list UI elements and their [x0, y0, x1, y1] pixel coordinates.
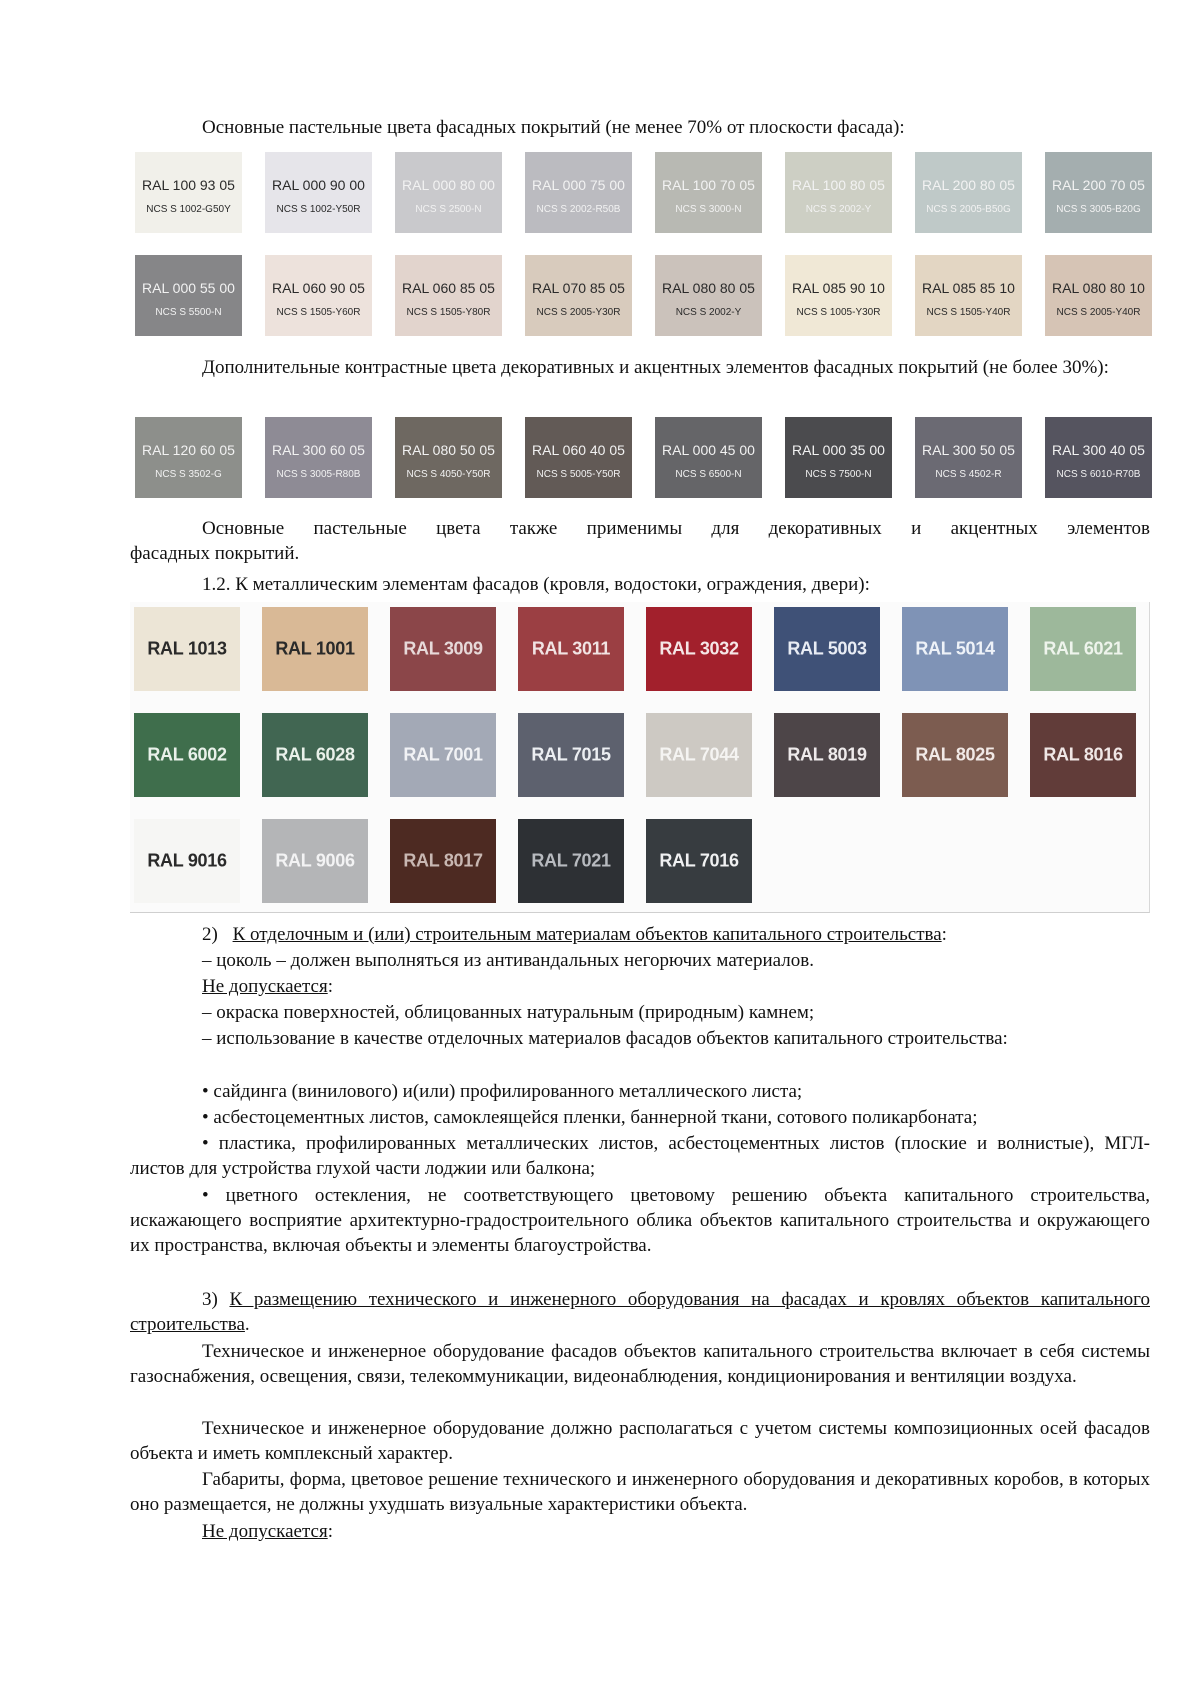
metal-swatch — [1030, 607, 1136, 691]
contrast-colors-heading-text: Дополнительные контрастные цвета декоративных и акцентных элементов фасадных покрытий (не более 30%): — [202, 357, 1109, 378]
metal-swatch-ral-code: RAL 8016 — [1043, 744, 1123, 765]
contrast-swatch-ncs-code: NCS S 4502-R — [935, 469, 1002, 480]
pastel-swatch-ral-code: RAL 000 80 00 — [402, 177, 495, 193]
metal-swatch-ral-code: RAL 3011 — [531, 638, 611, 659]
pastel-swatch-ncs-code: NCS S 2002-Y — [675, 307, 742, 318]
bullet-asbestos-text: • асбестоцементных листов, самоклеящейся пленки, баннерной ткани, сотового поликарбоната; — [202, 1107, 978, 1128]
bullet-glazing-text: • цветного остекления, не соответствующего цветовому решению объекта капитального строительства, искажающего восприятие архитектурно-градостроительного облика объектов капитального строительства и окружающего их пространства, включая объекты и элементы благоустройства. — [130, 1185, 1150, 1256]
metal-swatch-ral-code: RAL 7015 — [531, 744, 611, 765]
contrast-swatch — [265, 417, 372, 498]
metal-swatch-ral-code: RAL 7044 — [659, 744, 739, 765]
socle-text: – цоколь – должен выполняться из антивандальных негорючих материалов. — [202, 950, 814, 971]
section-3-title: К размещению технического и инженерного оборудования на фасадах и кровлях объектов капитального строительства — [130, 1289, 1150, 1335]
metal-swatch — [134, 819, 240, 903]
metal-swatch — [1030, 713, 1136, 797]
metal-swatch — [646, 607, 752, 691]
metal-swatch — [390, 607, 496, 691]
contrast-colors-heading — [130, 355, 1150, 380]
metal-swatch — [262, 819, 368, 903]
contrast-swatch-ncs-code: NCS S 3005-R80B — [276, 469, 361, 480]
contrast-swatch-ncs-code: NCS S 7500-N — [805, 469, 872, 480]
pastel-swatch-ncs-code: NCS S 2002-R50B — [536, 204, 621, 215]
contrast-swatch-ral-code: RAL 060 40 05 — [532, 442, 625, 458]
metal-swatch-ral-code: RAL 5003 — [787, 638, 867, 659]
metal-swatch-ral-code: RAL 8019 — [787, 744, 867, 765]
metal-swatch — [262, 713, 368, 797]
contrast-swatch-ral-code: RAL 000 45 00 — [662, 442, 755, 458]
contrast-swatch — [655, 417, 762, 498]
contrast-swatch — [1045, 417, 1152, 498]
pastel-swatch-ncs-code: NCS S 1505-Y60R — [276, 307, 361, 318]
equipment-paragraph-1 — [130, 1339, 1150, 1389]
metal-swatch-ral-code: RAL 7021 — [531, 850, 611, 871]
metal-swatch-ral-code: RAL 3032 — [659, 638, 739, 659]
contrast-swatch — [135, 417, 242, 498]
pastel-swatch-ncs-code: NCS S 5500-N — [155, 307, 222, 318]
pastel-also-text-1: Основные пастельные цвета также применимы для декоративных и акцентных элементов — [202, 518, 1150, 539]
pastel-swatch — [265, 255, 372, 336]
pastel-swatch-ncs-code: NCS S 2002-Y — [805, 204, 872, 215]
contrast-swatch — [785, 417, 892, 498]
metal-swatch — [134, 607, 240, 691]
metal-swatch — [774, 713, 880, 797]
pastel-colors-heading-text: Основные пастельные цвета фасадных покрытий (не менее 70% от плоскости фасада): — [202, 117, 905, 138]
pastel-swatch — [265, 152, 372, 233]
socle-item — [202, 948, 1200, 973]
pastel-swatch — [1045, 255, 1152, 336]
equipment-text-2: Техническое и инженерное оборудование должно располагаться с учетом системы композиционных осей фасадов объекта и иметь комплексный характер. — [130, 1418, 1150, 1464]
metal-elements-heading-text: 1.2. К металлическим элементам фасадов (кровля, водостоки, ограждения, двери): — [202, 574, 870, 595]
metal-elements-heading — [202, 572, 1200, 597]
contrast-swatch-ral-code: RAL 300 40 05 — [1052, 442, 1145, 458]
contrast-swatch — [525, 417, 632, 498]
metal-swatch — [902, 713, 1008, 797]
not-allowed-colon-2: : — [327, 1521, 333, 1542]
pastel-swatch-ral-code: RAL 000 75 00 — [532, 177, 625, 193]
metal-swatch-ral-code: RAL 1013 — [147, 638, 227, 659]
metal-swatch-ral-code: RAL 6021 — [1043, 638, 1123, 659]
pastel-swatch-ral-code: RAL 000 55 00 — [142, 280, 235, 296]
metal-swatch-ral-code: RAL 3009 — [403, 638, 483, 659]
pastel-swatch-ral-code: RAL 080 80 10 — [1052, 280, 1145, 296]
pastel-swatch-ral-code: RAL 200 80 05 — [922, 177, 1015, 193]
pastel-swatch — [785, 152, 892, 233]
section-3-number: 3) — [202, 1289, 230, 1310]
contrast-swatch-ncs-code: NCS S 3502-G — [155, 469, 222, 480]
metal-swatch — [390, 713, 496, 797]
contrast-swatch — [395, 417, 502, 498]
metal-swatch — [134, 713, 240, 797]
contrast-swatch-ral-code: RAL 000 35 00 — [792, 442, 885, 458]
pastel-swatch — [395, 255, 502, 336]
metal-swatch-ral-code: RAL 6002 — [147, 744, 227, 765]
pastel-also-text-2: фасадных покрытий. — [130, 543, 300, 564]
not-allowed-text-1: Не допускается — [202, 976, 328, 997]
equipment-paragraph-2 — [130, 1416, 1150, 1466]
pastel-swatch-ncs-code: NCS S 2500-N — [415, 204, 482, 215]
contrast-swatch-grid — [135, 417, 1151, 498]
metal-swatch-ral-code: RAL 8017 — [403, 850, 483, 871]
contrast-swatch-ncs-code: NCS S 4050-Y50R — [406, 469, 491, 480]
pastel-swatch — [395, 152, 502, 233]
metal-swatch — [262, 607, 368, 691]
equipment-paragraph-3 — [130, 1467, 1150, 1517]
pastel-swatch-ral-code: RAL 085 85 10 — [922, 280, 1015, 296]
bullet-asbestos — [202, 1105, 1200, 1130]
pastel-swatch-ncs-code: NCS S 3000-N — [675, 204, 742, 215]
bullet-glazing — [130, 1183, 1150, 1258]
metal-swatch-ral-code: RAL 5014 — [915, 638, 995, 659]
contrast-swatch-ral-code: RAL 300 50 05 — [922, 442, 1015, 458]
equipment-text-1: Техническое и инженерное оборудование фасадов объектов капитального строительства включает в себя системы газоснабжения, освещения, связи, телекоммуникации, видеонаблюдения, кондиционирования и вентиляции воздуха. — [130, 1341, 1150, 1387]
metal-swatch — [902, 607, 1008, 691]
pastel-swatch-ncs-code: NCS S 2005-Y40R — [1056, 307, 1141, 318]
metal-swatch — [646, 713, 752, 797]
use-materials-item — [130, 1026, 1150, 1051]
metal-swatch-ral-code: RAL 7001 — [403, 744, 483, 765]
pastel-swatch-ncs-code: NCS S 2005-Y30R — [536, 307, 621, 318]
pastel-swatch — [135, 152, 242, 233]
section-3-dot: . — [244, 1314, 250, 1335]
paint-item — [202, 1000, 1200, 1025]
contrast-swatch-ral-code: RAL 300 60 05 — [272, 442, 365, 458]
metal-swatch-ral-code: RAL 7016 — [659, 850, 739, 871]
metal-swatch-grid — [134, 607, 1144, 903]
contrast-swatch-ral-code: RAL 080 50 05 — [402, 442, 495, 458]
section-2-number: 2) — [202, 924, 218, 945]
pastel-swatch-ncs-code: NCS S 1005-Y30R — [796, 307, 881, 318]
pastel-swatch-ral-code: RAL 085 90 10 — [792, 280, 885, 296]
metal-swatch-ral-code: RAL 9006 — [275, 850, 355, 871]
metal-swatch — [518, 819, 624, 903]
not-allowed-heading-1 — [202, 974, 1200, 999]
not-allowed-text-2: Не допускается — [202, 1521, 328, 1542]
metal-swatch — [646, 819, 752, 903]
not-allowed-colon-1: : — [327, 976, 333, 997]
pastel-swatch — [915, 152, 1022, 233]
pastel-colors-heading — [202, 115, 1200, 140]
pastel-swatch-ral-code: RAL 100 93 05 — [142, 177, 235, 193]
pastel-swatch — [525, 255, 632, 336]
contrast-swatch-ncs-code: NCS S 6500-N — [675, 469, 742, 480]
paint-text: – окраска поверхностей, облицованных натуральным (природным) камнем; — [202, 1002, 815, 1023]
metal-swatch-ral-code: RAL 6028 — [275, 744, 355, 765]
metal-swatch — [390, 819, 496, 903]
metal-swatch — [518, 713, 624, 797]
pastel-swatch-ncs-code: NCS S 1505-Y40R — [926, 307, 1011, 318]
section-2-heading — [202, 922, 1200, 947]
pastel-swatch-ncs-code: NCS S 2005-B50G — [926, 204, 1011, 215]
metal-swatch-ral-code: RAL 8025 — [915, 744, 995, 765]
pastel-swatch — [525, 152, 632, 233]
pastel-swatch-ncs-code: NCS S 1002-Y50R — [276, 204, 361, 215]
pastel-swatch-ncs-code: NCS S 1505-Y80R — [406, 307, 491, 318]
pastel-swatch-ral-code: RAL 070 85 05 — [532, 280, 625, 296]
pastel-swatch-ral-code: RAL 100 70 05 — [662, 177, 755, 193]
bullet-siding-text: • сайдинга (винилового) и(или) профилированного металлического листа; — [202, 1081, 803, 1102]
pastel-swatch-ral-code: RAL 200 70 05 — [1052, 177, 1145, 193]
bullet-siding — [202, 1079, 1200, 1104]
pastel-swatch — [1045, 152, 1152, 233]
pastel-swatch — [655, 152, 762, 233]
metal-swatch — [518, 607, 624, 691]
contrast-swatch-ncs-code: NCS S 5005-Y50R — [536, 469, 621, 480]
pastel-swatch-ral-code: RAL 100 80 05 — [792, 177, 885, 193]
contrast-swatch-ral-code: RAL 120 60 05 — [142, 442, 235, 458]
pastel-swatch-ncs-code: NCS S 1002-G50Y — [146, 204, 231, 215]
metal-swatch — [774, 607, 880, 691]
pastel-also-paragraph-line2 — [130, 541, 1150, 566]
use-materials-text: – использование в качестве отделочных материалов фасадов объектов капитального строительства: — [202, 1028, 1008, 1049]
pastel-swatch-grid — [135, 152, 1151, 336]
contrast-swatch — [915, 417, 1022, 498]
pastel-swatch — [655, 255, 762, 336]
pastel-swatch-ral-code: RAL 080 80 05 — [662, 280, 755, 296]
pastel-swatch — [785, 255, 892, 336]
pastel-swatch-ncs-code: NCS S 3005-B20G — [1056, 204, 1141, 215]
metal-swatch-ral-code: RAL 1001 — [275, 638, 355, 659]
pastel-swatch-ral-code: RAL 000 90 00 — [272, 177, 365, 193]
section-2-colon: : — [941, 924, 947, 945]
section-3-heading — [130, 1287, 1150, 1337]
pastel-swatch-ral-code: RAL 060 90 05 — [272, 280, 365, 296]
pastel-swatch — [135, 255, 242, 336]
equipment-text-3: Габариты, форма, цветовое решение технического и инженерного оборудования и декоративных коробов, в которых оно размещается, не должны ухудшать визуальные характеристики объекта. — [130, 1469, 1150, 1515]
not-allowed-heading-2 — [202, 1519, 1200, 1544]
section-2-title: К отделочным и (или) строительным материалам объектов капитального строительства — [232, 924, 942, 945]
bullet-plastic — [130, 1131, 1150, 1181]
contrast-swatch-ncs-code: NCS S 6010-R70B — [1056, 469, 1141, 480]
metal-swatch-ral-code: RAL 9016 — [147, 850, 227, 871]
pastel-swatch — [915, 255, 1022, 336]
pastel-also-paragraph-line1 — [202, 516, 1150, 541]
pastel-swatch-ral-code: RAL 060 85 05 — [402, 280, 495, 296]
bullet-plastic-text: • пластика, профилированных металлических листов, асбестоцементных листов (плоские и волнистые), МГЛ-листов для устройства глухой части лоджии или балкона; — [130, 1133, 1150, 1179]
